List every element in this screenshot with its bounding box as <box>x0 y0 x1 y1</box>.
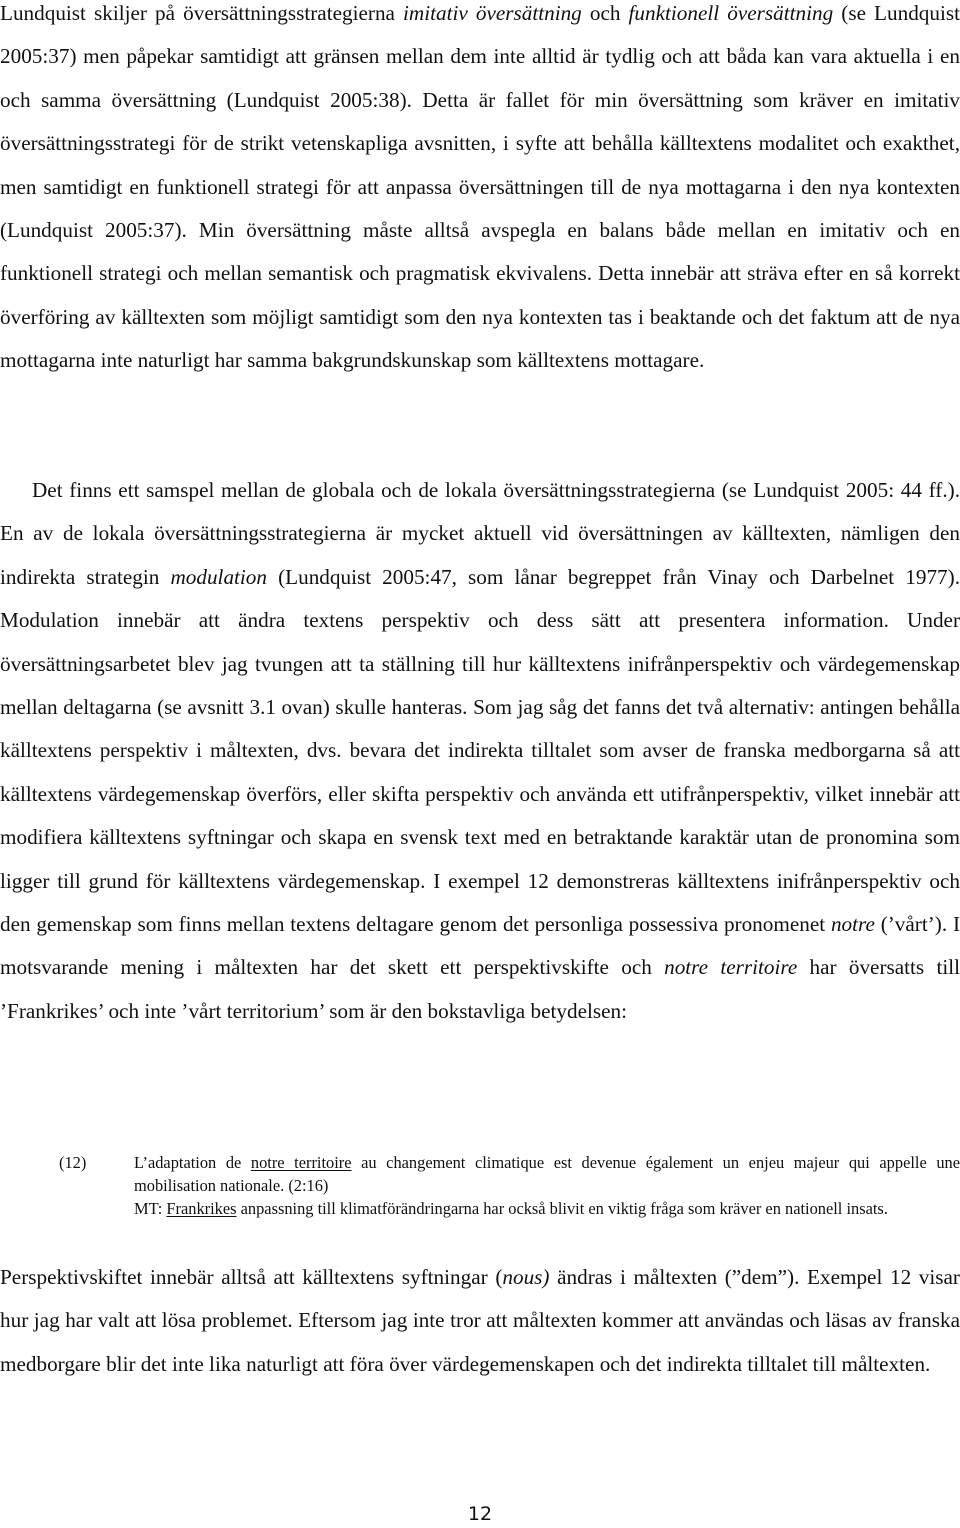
term-nous: nous) <box>502 1265 550 1289</box>
underlined-notre-territoire: notre territoire <box>250 1153 352 1172</box>
term-imitativ: imitativ översättning <box>403 1 582 25</box>
example-target-sentence: MT: Frankrikes anpassning till klimatförändringarna har också blivit en viktig fråga som kräver en nationell insats. <box>134 1199 888 1219</box>
paragraph-modulation: Det finns ett samspel mellan de globala och de lokala översättningsstrategierna (se Lundquist 2005: 44 ff.). En av de lokala översättningsstrategierna är mycket aktuell vid översättningen av källtexten, nämligen den indirekta strategin modulation (Lundquist 2005:47, som lånar begreppet från Vinay och Darbelnet 1977). Modulation innebär att ändra textens perspektiv och dess sätt att presentera information. Under översättningsarbetet blev jag tvungen att ta ställning till hur källtextens inifrånperspektiv och värdegemenskap mellan deltagarna (se avsnitt 3.1 ovan) skulle hanteras. Som jag såg det fanns det två alternativ: antingen behålla källtextens perspektiv i måltexten, dvs. bevara det indirekta tilltalet som avser de franska medborgarna så att källtextens värdegemenskap överförs, eller skifta perspektiv och använda ett utifrånperspektiv, vilket innebär att modifiera källtextens syftningar och skapa en svensk text med en betraktande karaktär utan de pronomina som ligger till grund för källtextens värdegemenskap. I exempel 12 demonstreras källtextens inifrånperspektiv och den gemenskap som finns mellan textens deltagare genom det personliga possessiva pronomenet notre (’vårt’). I motsvarande mening i måltexten har det skett ett perspektivskifte och notre territoire har översatts till ’Frankrikes’ och inte ’vårt territorium’ som är den bokstavliga betydelsen: <box>0 478 960 1023</box>
term-notre: notre <box>830 912 875 937</box>
term-funktionell: funktionell översättning <box>628 1 834 25</box>
paragraph-perspective-shift: Perspektivskiftet innebär alltså att källtextens syftningar (nous) ändras i måltexten (”dem”). Exempel 12 visar hur jag har valt att lösa problemet. Eftersom jag inte tror att måltexten kommer att användas och läsas av franska medborgare blir det inte lika naturligt att föra över värdegemenskapen och det indirekta tilltalet till måltexten. <box>0 1265 960 1376</box>
example-body <box>134 1151 960 1221</box>
underlined-frankrikes: Frankrikes <box>166 1199 237 1219</box>
term-notre-territoire: notre territoire <box>664 955 798 980</box>
example-source-sentence: L’adaptation de notre territoire au changement climatique est devenue également un enjeu majeur qui appelle une mobilisation nationale. (2:16) <box>134 1153 960 1196</box>
paragraph-translation-strategies: Lundquist skiljer på översättningsstrategierna imitativ översättning och funktionell översättning (se Lundquist 2005:37) men påpekar samtidigt att gränsen mellan dem inte alltid är tydlig och att båda kan vara aktuella i en och samma översättning (Lundquist 2005:38). Detta är fallet för min översättning som kräver en imitativ översättningsstrategi för de strikt vetenskapliga avsnitten, i syfte att behålla källtextens modalitet och exakthet, men samtidigt en funktionell strategi för att anpassa översättningen till de nya mottagarna i den nya kontexten (Lundquist 2005:37). Min översättning måste alltså avspegla en balans både mellan en imitativ och en funktionell strategi och mellan semantisk och pragmatisk ekvivalens. Detta innebär att sträva efter en så korrekt överföring av källtexten som möjligt samtidigt som den nya kontexten tas i beaktande och det faktum att de nya mottagarna inte naturligt har samma bakgrundskunskap som källtextens mottagare. <box>0 1 960 373</box>
example-number: (12) <box>59 1153 87 1172</box>
term-modulation: modulation <box>170 564 267 589</box>
page-number: 12 <box>467 1503 493 1525</box>
